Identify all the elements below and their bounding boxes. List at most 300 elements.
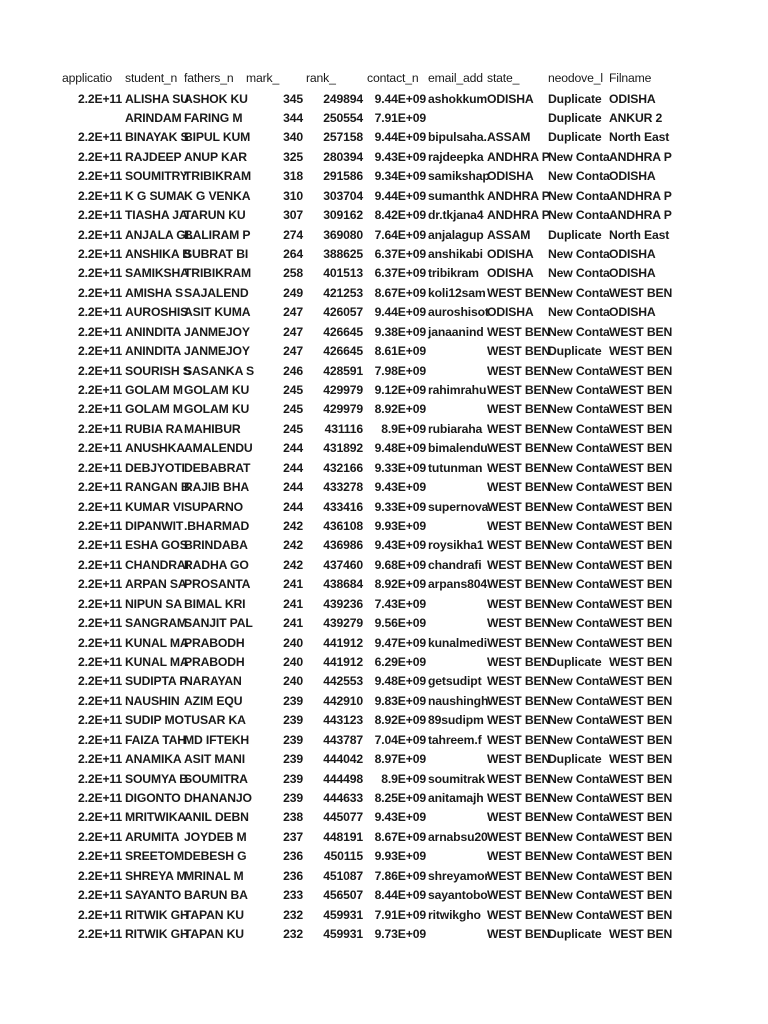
- filname-cell[interactable]: WEST BEN: [609, 635, 673, 650]
- application-cell[interactable]: 2.2E+11: [77, 771, 122, 786]
- contact-cell[interactable]: 8.97E+09: [374, 752, 426, 767]
- rank-cell[interactable]: 433416: [323, 499, 363, 514]
- email-cell[interactable]: bipulsaha.: [428, 130, 487, 145]
- email-cell[interactable]: naushingh: [428, 693, 489, 708]
- state-cell[interactable]: WEST BEN: [487, 790, 551, 805]
- student-name-cell[interactable]: K G SUMA: [125, 188, 185, 203]
- neodove-cell[interactable]: New Conta: [548, 790, 610, 805]
- neodove-cell[interactable]: New Conta: [548, 596, 610, 611]
- email-cell[interactable]: tutunman: [428, 460, 483, 475]
- student-name-cell[interactable]: RUBIA RA: [125, 421, 183, 436]
- fathers-name-cell[interactable]: JANMEJOY: [184, 344, 250, 359]
- mark-cell[interactable]: 241: [283, 577, 303, 592]
- contact-cell[interactable]: 7.86E+09: [374, 868, 426, 883]
- state-cell[interactable]: WEST BEN: [487, 674, 551, 689]
- email-cell[interactable]: getsudipt: [428, 674, 482, 689]
- state-cell[interactable]: ASSAM: [487, 130, 531, 145]
- student-name-cell[interactable]: TIASHA JA: [125, 208, 188, 223]
- email-cell[interactable]: [428, 362, 487, 382]
- filname-cell[interactable]: ODISHA: [609, 91, 656, 106]
- email-cell[interactable]: [428, 342, 487, 362]
- contact-cell[interactable]: 7.98E+09: [374, 363, 426, 378]
- student-name-cell[interactable]: GOLAM M: [125, 402, 183, 417]
- fathers-name-cell[interactable]: MRINAL M: [184, 868, 244, 883]
- state-cell[interactable]: WEST BEN: [487, 771, 551, 786]
- state-cell[interactable]: WEST BEN: [487, 441, 551, 456]
- neodove-cell[interactable]: New Conta: [548, 557, 610, 572]
- filname-cell[interactable]: North East: [609, 130, 670, 145]
- application-cell[interactable]: 2.2E+11: [77, 538, 122, 553]
- rank-cell[interactable]: 445077: [323, 810, 363, 825]
- filname-cell[interactable]: WEST BEN: [609, 693, 673, 708]
- email-cell[interactable]: [428, 847, 487, 867]
- state-cell[interactable]: WEST BEN: [487, 402, 551, 417]
- rank-cell[interactable]: 442553: [323, 674, 363, 689]
- contact-cell[interactable]: 9.93E+09: [374, 518, 426, 533]
- email-cell[interactable]: ashokkum: [428, 91, 488, 106]
- state-cell[interactable]: WEST BEN: [487, 810, 551, 825]
- contact-cell[interactable]: 8.9E+09: [381, 421, 426, 436]
- state-cell[interactable]: WEST BEN: [487, 888, 551, 903]
- student-name-cell[interactable]: SUDIP MO: [125, 713, 184, 728]
- mark-cell[interactable]: 258: [283, 266, 303, 281]
- state-cell[interactable]: WEST BEN: [487, 538, 551, 553]
- rank-cell[interactable]: 291586: [323, 169, 363, 184]
- state-cell[interactable]: WEST BEN: [487, 285, 551, 300]
- mark-cell[interactable]: 245: [283, 402, 303, 417]
- student-name-cell[interactable]: KUNAL MA: [125, 654, 189, 669]
- filname-cell[interactable]: WEST BEN: [609, 577, 673, 592]
- rank-cell[interactable]: 444498: [323, 771, 363, 786]
- student-name-cell[interactable]: AUROSHIS: [125, 305, 189, 320]
- filname-cell[interactable]: WEST BEN: [609, 441, 673, 456]
- contact-cell[interactable]: 9.83E+09: [374, 693, 426, 708]
- filname-cell[interactable]: WEST BEN: [609, 480, 673, 495]
- filname-cell[interactable]: WEST BEN: [609, 344, 673, 359]
- application-cell[interactable]: 2.2E+11: [77, 208, 122, 223]
- application-cell[interactable]: 2.2E+11: [77, 324, 122, 339]
- application-cell[interactable]: 2.2E+11: [77, 616, 122, 631]
- contact-cell[interactable]: 8.92E+09: [374, 713, 426, 728]
- student-name-cell[interactable]: ANUSHKA: [125, 441, 185, 456]
- rank-cell[interactable]: 280394: [323, 149, 363, 164]
- header-neodove[interactable]: neodove_l: [548, 71, 603, 85]
- email-cell[interactable]: [428, 614, 487, 634]
- filname-cell[interactable]: WEST BEN: [609, 499, 673, 514]
- email-cell[interactable]: [428, 653, 487, 673]
- neodove-cell[interactable]: New Conta: [548, 402, 610, 417]
- filname-cell[interactable]: WEST BEN: [609, 616, 673, 631]
- contact-cell[interactable]: 7.91E+09: [374, 907, 426, 922]
- contact-cell[interactable]: 8.92E+09: [374, 402, 426, 417]
- contact-cell[interactable]: 9.44E+09: [374, 130, 426, 145]
- state-cell[interactable]: WEST BEN: [487, 713, 551, 728]
- neodove-cell[interactable]: New Conta: [548, 577, 610, 592]
- contact-cell[interactable]: 9.47E+09: [374, 635, 426, 650]
- contact-cell[interactable]: 7.91E+09: [374, 110, 426, 125]
- student-name-cell[interactable]: SREETOM: [125, 849, 184, 864]
- email-cell[interactable]: bimalendu: [428, 441, 488, 456]
- fathers-name-cell[interactable]: PROSANTA: [184, 577, 251, 592]
- mark-cell[interactable]: 232: [283, 907, 303, 922]
- neodove-cell[interactable]: Duplicate: [548, 130, 602, 145]
- filname-cell[interactable]: ODISHA: [609, 169, 656, 184]
- rank-cell[interactable]: 438684: [323, 577, 363, 592]
- rank-cell[interactable]: 257158: [323, 130, 363, 145]
- header-state[interactable]: state_: [487, 71, 520, 85]
- filname-cell[interactable]: WEST BEN: [609, 421, 673, 436]
- state-cell[interactable]: [487, 109, 548, 129]
- application-cell[interactable]: 2.2E+11: [77, 810, 122, 825]
- mark-cell[interactable]: 239: [283, 771, 303, 786]
- header-mark[interactable]: mark_: [246, 71, 280, 85]
- header-application[interactable]: applicatio: [62, 71, 112, 85]
- email-cell[interactable]: rajdeepka: [428, 149, 484, 164]
- mark-cell[interactable]: 242: [283, 557, 303, 572]
- application-cell[interactable]: 2.2E+11: [77, 402, 122, 417]
- contact-cell[interactable]: 8.9E+09: [381, 771, 426, 786]
- application-cell[interactable]: [62, 109, 122, 129]
- fathers-name-cell[interactable]: JOYDEB M: [184, 829, 247, 844]
- contact-cell[interactable]: 6.29E+09: [374, 654, 426, 669]
- mark-cell[interactable]: 274: [283, 227, 303, 242]
- rank-cell[interactable]: 426645: [323, 324, 363, 339]
- filname-cell[interactable]: WEST BEN: [609, 324, 673, 339]
- contact-cell[interactable]: 9.38E+09: [374, 324, 426, 339]
- filname-cell[interactable]: ANDHRA P: [609, 208, 672, 223]
- application-cell[interactable]: 2.2E+11: [77, 246, 122, 261]
- neodove-cell[interactable]: New Conta: [548, 635, 610, 650]
- mark-cell[interactable]: 242: [283, 538, 303, 553]
- rank-cell[interactable]: 250554: [323, 110, 363, 125]
- filname-cell[interactable]: WEST BEN: [609, 907, 673, 922]
- rank-cell[interactable]: 456507: [323, 888, 363, 903]
- mark-cell[interactable]: 233: [283, 888, 303, 903]
- student-name-cell[interactable]: RANGAN B: [125, 480, 190, 495]
- filname-cell[interactable]: WEST BEN: [609, 654, 673, 669]
- filname-cell[interactable]: WEST BEN: [609, 926, 673, 941]
- email-cell[interactable]: [428, 400, 487, 420]
- header-rank[interactable]: rank_: [306, 71, 336, 85]
- mark-cell[interactable]: 232: [283, 926, 303, 941]
- email-cell[interactable]: koli12sam: [428, 285, 486, 300]
- neodove-cell[interactable]: New Conta: [548, 382, 610, 397]
- neodove-cell[interactable]: Duplicate: [548, 752, 602, 767]
- mark-cell[interactable]: 247: [283, 324, 303, 339]
- student-name-cell[interactable]: SHREYA M: [125, 868, 187, 883]
- fathers-name-cell[interactable]: SOUMITRA: [184, 771, 248, 786]
- rank-cell[interactable]: 421253: [323, 285, 363, 300]
- state-cell[interactable]: ANDHRA P: [487, 208, 550, 223]
- fathers-name-cell[interactable]: TRIBIKRAM: [184, 266, 252, 281]
- fathers-name-cell[interactable]: AZIM EQU: [184, 693, 243, 708]
- filname-cell[interactable]: WEST BEN: [609, 790, 673, 805]
- header-contact[interactable]: contact_n: [367, 71, 419, 85]
- filname-cell[interactable]: WEST BEN: [609, 752, 673, 767]
- email-cell[interactable]: arnabsu20: [428, 829, 488, 844]
- student-name-cell[interactable]: SAMIKSHA: [125, 266, 189, 281]
- student-name-cell[interactable]: ALISHA SU: [125, 91, 189, 106]
- mark-cell[interactable]: 245: [283, 382, 303, 397]
- email-cell[interactable]: tribikram: [428, 266, 479, 281]
- rank-cell[interactable]: 451087: [323, 868, 363, 883]
- email-cell[interactable]: dr.tkjana4: [428, 208, 484, 223]
- state-cell[interactable]: ODISHA: [487, 305, 534, 320]
- student-name-cell[interactable]: RITWIK GH: [125, 926, 189, 941]
- neodove-cell[interactable]: New Conta: [548, 421, 610, 436]
- contact-cell[interactable]: 8.67E+09: [374, 829, 426, 844]
- fathers-name-cell[interactable]: PRABODH: [184, 654, 245, 669]
- mark-cell[interactable]: 244: [283, 499, 303, 514]
- email-cell[interactable]: arpans804: [428, 577, 487, 592]
- state-cell[interactable]: WEST BEN: [487, 752, 551, 767]
- neodove-cell[interactable]: New Conta: [548, 324, 610, 339]
- state-cell[interactable]: WEST BEN: [487, 635, 551, 650]
- filname-cell[interactable]: ANDHRA P: [609, 188, 672, 203]
- header-email[interactable]: email_add: [428, 71, 483, 85]
- student-name-cell[interactable]: SANGRAM: [125, 616, 187, 631]
- contact-cell[interactable]: 8.42E+09: [374, 208, 426, 223]
- application-cell[interactable]: 2.2E+11: [77, 130, 122, 145]
- contact-cell[interactable]: 7.43E+09: [374, 596, 426, 611]
- contact-cell[interactable]: 8.61E+09: [374, 344, 426, 359]
- fathers-name-cell[interactable]: TAPAN KU: [184, 926, 244, 941]
- mark-cell[interactable]: 239: [283, 790, 303, 805]
- fathers-name-cell[interactable]: GOLAM KU: [184, 402, 250, 417]
- student-name-cell[interactable]: NAUSHIN: [125, 693, 180, 708]
- application-cell[interactable]: 2.2E+11: [77, 926, 122, 941]
- state-cell[interactable]: WEST BEN: [487, 324, 551, 339]
- email-cell[interactable]: [428, 595, 487, 615]
- contact-cell[interactable]: 9.93E+09: [374, 849, 426, 864]
- student-name-cell[interactable]: AMISHA S: [125, 285, 183, 300]
- student-name-cell[interactable]: DIPANWIT: [125, 518, 184, 533]
- state-cell[interactable]: ODISHA: [487, 246, 534, 261]
- application-cell[interactable]: 2.2E+11: [77, 149, 122, 164]
- filname-cell[interactable]: WEST BEN: [609, 771, 673, 786]
- email-cell[interactable]: [428, 517, 487, 537]
- rank-cell[interactable]: 436108: [323, 518, 363, 533]
- state-cell[interactable]: WEST BEN: [487, 363, 551, 378]
- application-cell[interactable]: 2.2E+11: [77, 460, 122, 475]
- filname-cell[interactable]: WEST BEN: [609, 538, 673, 553]
- fathers-name-cell[interactable]: K G VENKA: [184, 188, 251, 203]
- fathers-name-cell[interactable]: FARING M: [184, 110, 243, 125]
- application-cell[interactable]: 2.2E+11: [77, 868, 122, 883]
- application-cell[interactable]: 2.2E+11: [77, 305, 122, 320]
- contact-cell[interactable]: 9.68E+09: [374, 557, 426, 572]
- mark-cell[interactable]: 249: [283, 285, 303, 300]
- fathers-name-cell[interactable]: .BHARMAD: [184, 518, 250, 533]
- contact-cell[interactable]: 9.56E+09: [374, 616, 426, 631]
- state-cell[interactable]: WEST BEN: [487, 460, 551, 475]
- email-cell[interactable]: chandrafi: [428, 557, 482, 572]
- rank-cell[interactable]: 439279: [323, 616, 363, 631]
- mark-cell[interactable]: 247: [283, 344, 303, 359]
- fathers-name-cell[interactable]: MAHIBUR: [184, 421, 241, 436]
- state-cell[interactable]: WEST BEN: [487, 344, 551, 359]
- filname-cell[interactable]: WEST BEN: [609, 402, 673, 417]
- contact-cell[interactable]: 8.44E+09: [374, 888, 426, 903]
- filname-cell[interactable]: WEST BEN: [609, 849, 673, 864]
- neodove-cell[interactable]: New Conta: [548, 499, 610, 514]
- application-cell[interactable]: 2.2E+11: [77, 285, 122, 300]
- mark-cell[interactable]: 247: [283, 305, 303, 320]
- filname-cell[interactable]: WEST BEN: [609, 596, 673, 611]
- contact-cell[interactable]: 9.48E+09: [374, 674, 426, 689]
- neodove-cell[interactable]: New Conta: [548, 149, 610, 164]
- fathers-name-cell[interactable]: GOLAM KU: [184, 382, 250, 397]
- fathers-name-cell[interactable]: PRABODH: [184, 635, 245, 650]
- student-name-cell[interactable]: RAJDEEP: [125, 149, 182, 164]
- state-cell[interactable]: WEST BEN: [487, 926, 551, 941]
- mark-cell[interactable]: 239: [283, 713, 303, 728]
- contact-cell[interactable]: 8.25E+09: [374, 790, 426, 805]
- student-name-cell[interactable]: ARUMITA: [125, 829, 180, 844]
- application-cell[interactable]: 2.2E+11: [77, 654, 122, 669]
- filname-cell[interactable]: ANKUR 2: [609, 110, 663, 125]
- filname-cell[interactable]: WEST BEN: [609, 518, 673, 533]
- application-cell[interactable]: 2.2E+11: [77, 829, 122, 844]
- student-name-cell[interactable]: SOURISH S: [125, 363, 191, 378]
- student-name-cell[interactable]: FAIZA TAH: [125, 732, 186, 747]
- application-cell[interactable]: 2.2E+11: [77, 382, 122, 397]
- fathers-name-cell[interactable]: NARAYAN: [184, 674, 242, 689]
- rank-cell[interactable]: 433278: [323, 480, 363, 495]
- email-cell[interactable]: 89sudipm: [428, 713, 484, 728]
- email-cell[interactable]: shreyamor: [428, 868, 489, 883]
- state-cell[interactable]: WEST BEN: [487, 382, 551, 397]
- application-cell[interactable]: 2.2E+11: [77, 91, 122, 106]
- state-cell[interactable]: WEST BEN: [487, 829, 551, 844]
- student-name-cell[interactable]: RITWIK GH: [125, 907, 189, 922]
- neodove-cell[interactable]: New Conta: [548, 460, 610, 475]
- contact-cell[interactable]: 9.44E+09: [374, 91, 426, 106]
- student-name-cell[interactable]: ANINDITA: [125, 324, 182, 339]
- contact-cell[interactable]: 7.64E+09: [374, 227, 426, 242]
- student-name-cell[interactable]: SOUMYA B: [125, 771, 188, 786]
- state-cell[interactable]: WEST BEN: [487, 907, 551, 922]
- fathers-name-cell[interactable]: JANMEJOY: [184, 324, 250, 339]
- contact-cell[interactable]: 6.37E+09: [374, 266, 426, 281]
- fathers-name-cell[interactable]: ASIT MANI: [184, 752, 245, 767]
- student-name-cell[interactable]: ANAMIKA: [125, 752, 182, 767]
- student-name-cell[interactable]: ARPAN SA: [125, 577, 187, 592]
- neodove-cell[interactable]: New Conta: [548, 732, 610, 747]
- mark-cell[interactable]: 239: [283, 732, 303, 747]
- fathers-name-cell[interactable]: ANUP KAR: [184, 149, 247, 164]
- student-name-cell[interactable]: GOLAM M: [125, 382, 183, 397]
- application-cell[interactable]: 2.2E+11: [77, 266, 122, 281]
- mark-cell[interactable]: 310: [283, 188, 303, 203]
- state-cell[interactable]: ANDHRA P: [487, 149, 550, 164]
- fathers-name-cell[interactable]: RAJIB BHA: [184, 480, 250, 495]
- rank-cell[interactable]: 437460: [323, 557, 363, 572]
- application-cell[interactable]: 2.2E+11: [77, 441, 122, 456]
- application-cell[interactable]: 2.2E+11: [77, 363, 122, 378]
- mark-cell[interactable]: 340: [283, 130, 303, 145]
- state-cell[interactable]: WEST BEN: [487, 577, 551, 592]
- contact-cell[interactable]: 9.44E+09: [374, 305, 426, 320]
- rank-cell[interactable]: 431116: [324, 421, 363, 436]
- filname-cell[interactable]: WEST BEN: [609, 382, 673, 397]
- fathers-name-cell[interactable]: ASHOK KU: [184, 91, 248, 106]
- student-name-cell[interactable]: BINAYAK S: [125, 130, 189, 145]
- email-cell[interactable]: [428, 750, 487, 770]
- fathers-name-cell[interactable]: TARUN KU: [184, 208, 246, 223]
- contact-cell[interactable]: 9.43E+09: [374, 149, 426, 164]
- state-cell[interactable]: WEST BEN: [487, 616, 551, 631]
- application-cell[interactable]: 2.2E+11: [77, 888, 122, 903]
- rank-cell[interactable]: 431892: [323, 441, 363, 456]
- neodove-cell[interactable]: New Conta: [548, 266, 610, 281]
- email-cell[interactable]: samikshap: [428, 169, 490, 184]
- rank-cell[interactable]: 436986: [323, 538, 363, 553]
- neodove-cell[interactable]: New Conta: [548, 868, 610, 883]
- state-cell[interactable]: WEST BEN: [487, 596, 551, 611]
- fathers-name-cell[interactable]: SASANKA S: [184, 363, 254, 378]
- neodove-cell[interactable]: New Conta: [548, 907, 610, 922]
- rank-cell[interactable]: 443787: [323, 732, 363, 747]
- rank-cell[interactable]: 401513: [323, 266, 363, 281]
- neodove-cell[interactable]: New Conta: [548, 829, 610, 844]
- contact-cell[interactable]: 9.12E+09: [374, 382, 426, 397]
- rank-cell[interactable]: 441912: [323, 654, 363, 669]
- email-cell[interactable]: janaanind: [428, 324, 484, 339]
- fathers-name-cell[interactable]: SAJALEND: [184, 285, 249, 300]
- mark-cell[interactable]: 237: [283, 829, 303, 844]
- mark-cell[interactable]: 239: [283, 752, 303, 767]
- contact-cell[interactable]: 9.43E+09: [374, 538, 426, 553]
- student-name-cell[interactable]: ESHA GOS: [125, 538, 188, 553]
- rank-cell[interactable]: 309162: [323, 208, 363, 223]
- rank-cell[interactable]: 249894: [323, 91, 363, 106]
- application-cell[interactable]: 2.2E+11: [77, 907, 122, 922]
- email-cell[interactable]: anshikabi: [428, 246, 483, 261]
- contact-cell[interactable]: 6.37E+09: [374, 246, 426, 261]
- state-cell[interactable]: ODISHA: [487, 266, 534, 281]
- email-cell[interactable]: [428, 109, 487, 129]
- application-cell[interactable]: 2.2E+11: [77, 169, 122, 184]
- filname-cell[interactable]: WEST BEN: [609, 713, 673, 728]
- rank-cell[interactable]: 441912: [323, 635, 363, 650]
- student-name-cell[interactable]: ANINDITA: [125, 344, 182, 359]
- application-cell[interactable]: 2.2E+11: [77, 557, 122, 572]
- neodove-cell[interactable]: New Conta: [548, 693, 610, 708]
- email-cell[interactable]: tahreem.f: [428, 732, 482, 747]
- fathers-name-cell[interactable]: BALIRAM P: [184, 227, 251, 242]
- email-cell[interactable]: kunalmedi: [428, 635, 487, 650]
- mark-cell[interactable]: 240: [283, 635, 303, 650]
- neodove-cell[interactable]: New Conta: [548, 849, 610, 864]
- mark-cell[interactable]: 345: [283, 91, 303, 106]
- fathers-name-cell[interactable]: TAPAN KU: [184, 907, 244, 922]
- email-cell[interactable]: rubiaraha: [428, 421, 483, 436]
- fathers-name-cell[interactable]: ANIL DEBN: [184, 810, 249, 825]
- state-cell[interactable]: WEST BEN: [487, 557, 551, 572]
- mark-cell[interactable]: 238: [283, 810, 303, 825]
- fathers-name-cell[interactable]: BARUN BA: [184, 888, 248, 903]
- rank-cell[interactable]: 444633: [323, 790, 363, 805]
- filname-cell[interactable]: WEST BEN: [609, 868, 673, 883]
- application-cell[interactable]: 2.2E+11: [77, 518, 122, 533]
- contact-cell[interactable]: 9.43E+09: [374, 810, 426, 825]
- filname-cell[interactable]: ANDHRA P: [609, 149, 672, 164]
- rank-cell[interactable]: 448191: [323, 829, 363, 844]
- state-cell[interactable]: ODISHA: [487, 91, 534, 106]
- state-cell[interactable]: WEST BEN: [487, 868, 551, 883]
- application-cell[interactable]: 2.2E+11: [77, 693, 122, 708]
